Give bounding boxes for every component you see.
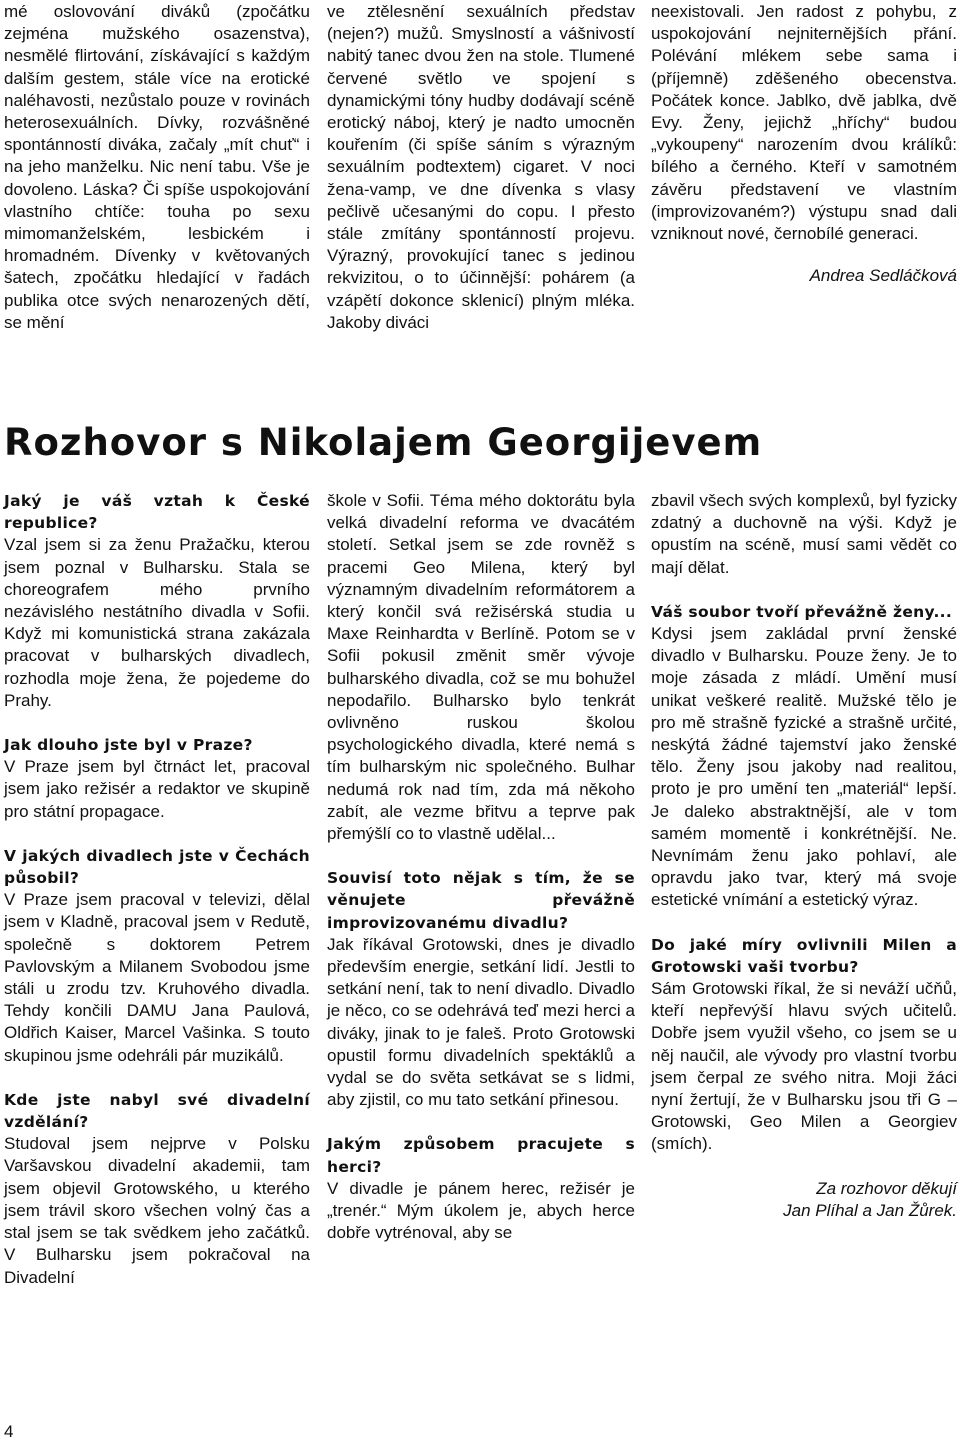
top-article-column-2 xyxy=(327,1,635,334)
article-text: mé oslovování diváků (zpočátku zejména mužského osazenstva), nesmělé flirtování, získávající s každým dalším gestem, stále více na erotické naléhavosti, nezůstalo pouze v rovinách heterosexuálních. Dívky, rozvášněné spontánností diváka, začaly „mít chuť“ i na jeho manželku. Nic není tabu. Vše je dovoleno. Láska? Či spíše uspokojování vlastního chtíče: touha po sexu mimomanželském, lesbickém i hromadném. Dívenky v květovaných šatech, zpočátku hledající v řadách publika otce svých nenarozených dětí, se mění xyxy=(4,2,310,332)
article-text: ve ztělesnění sexuálních představ (nejen?) mužů. Smyslností a vášnivostí nabitý tanec dvou žen na stole. Tlumené červené světlo ve spojení s dynamickými tóny hudby dodávají scéně erotický náboj, který je nadto umocněn kouřením (či spíše sáním s výrazným sexuálním podtextem) cigaret. V noci žena-vamp, ve dne dívenka s vlasy pečlivě učesanými do copu. I přesto stále zmítány spontánností projevu. Výrazný, provokující tanec s jedinou rekvizitou, o to účinnější: pohárem (a vzápětí dokonce sklenicí) plným mléka. Jakoby diváci xyxy=(327,2,635,332)
interview-credit-line-2: Jan Plíhal a Jan Žůrek. xyxy=(783,1200,957,1220)
article-text: neexistovali. Jen radost z pohybu, z uspokojování nejniternějších přání. Polévání mlékem sebe sama i (příjemně) zděšeného obecenstva. Počátek konce. Jablko, dvě jablka, dvě Evy. Ženy, jejichž „hříchy“ budou „vykoupeny“ narozením dvou králíků: bílého a černého. Kteří v samotném závěru představení ve vlastním (improvizovaném?) výstupu snad dali vzniknout nové, černobílé generaci. xyxy=(651,2,957,244)
article-author: Andrea Sedláčková xyxy=(809,266,957,286)
interview-answer: Studoval jsem nejprve v Polsku Varšavskou divadelní akademii, tam jsem objevil Grotowského, u kterého jsem trávil skoro všechen volný čas a stal jsem se tak svědkem jeho začátků. V Bulharsku jsem pokračoval na Divadelní xyxy=(4,1134,310,1287)
interview-column-2 xyxy=(327,490,635,1245)
interview-answer: škole v Sofii. Téma mého doktorátu byla velká divadelní reforma ve dvacátém století. Setkal jsem se zde rovněž s pracemi Geo Milena, který byl významným divadelním reformátorem a který končil svá režisérská studia u Maxe Reinhardta v Berlíně. Potom se v Sofii pokusil změnit směr vývoje bulharského divadla, což se mu bohužel nepodařilo. Bulharsko bylo tenkrát ovlivněno ruskou školou psychologického divadla, které nemá s tím bulharským nic společného. Bulhar nedumá rok nad tím, zda má někoho zabít, ale vezme břitvu a teprve pak přemýšlí co to vlastně udělal... xyxy=(327,491,635,844)
interview-question: Jakým způsobem pracujete s herci? xyxy=(327,1135,635,1176)
interview-question: Kde jste nabyl své divadelní vzdělání? xyxy=(4,1090,310,1132)
interview-answer: Jak říkával Grotowski, dnes je divadlo především energie, setkání lidí. Jestli to setkání není, tak to není divadlo. Divadlo je něco, co se odehrává teď mezi herci a diváky, jinak to je faleš. Proto Grotowski opustil formu divadelních spektáklů a vydal se do světa setkávat se s lidmi, aby zjistil, co mu tato setkání přinesou. xyxy=(327,934,635,1110)
interview-answer: V Praze jsem pracoval v televizi, dělal jsem v Kladně, pracoval jsem v Redutě, společně s doktorem Petrem Pavlovským a Milanem Svobodou jsme stáli u zrodu tzv. Kruhového divadla. Tehdy končili DAMU Jana Paulová, Oldřich Kaiser, Marcel Vašinka. S touto skupinou jsme odehráli pár muzikálů. xyxy=(4,890,310,1065)
interview-column-1 xyxy=(4,490,310,1289)
interview-credit-line-1: Za rozhovor děkují xyxy=(816,1178,957,1198)
interview-answer: V Praze jsem byl čtrnáct let, pracoval jsem jako režisér a redaktor ve skupině pro státní propagace. xyxy=(4,757,310,821)
interview-answer: Sám Grotowski říkal, že si neváží učňů, kteří nepřevýší hlavu svých učitelů. Dobře jsem využil všeho, co jsem se u něj naučil, ale vývody pro vlastní tvorbu jsem čerpal ze svého nitra. Moji žáci nyní žertují, že v Bulharsku jsou tři G – Grotowski, Geo Milen a Georgiev (smích). xyxy=(651,979,957,1154)
interview-question: Souvisí toto nějak s tím, že se věnujete převážně improvizovanému divadlu? xyxy=(327,869,635,932)
interview-answer: V divadle je pánem herec, režisér je „trenér.“ Mým úkolem je, abych herce dobře vytrénoval, aby se xyxy=(327,1178,635,1243)
interview-question: Jaký je váš vztah k České republice? xyxy=(4,492,310,533)
interview-question: V jakých divadlech jste v Čechách působil? xyxy=(4,846,310,888)
top-article-column-1 xyxy=(4,1,310,334)
page-number: 4 xyxy=(4,1422,14,1441)
top-article-column-3 xyxy=(651,1,957,287)
interview-answer: Kdysi jsem zakládal první ženské divadlo v Bulharsku. Pouze ženy. Je to moje zásada z mládí. Umění musí unikat veškeré realitě. Mužské tělo je pro mě strašně fyzické a strašně určité, neskýtá žádné tajemství jako ženské tělo. Ženy jsou jakoby nad realitou, proto je pro umění ten „materiál“ lepší. Je daleko abstraktnější, ale v tom samém momentě i konkrétnější. Ne. Nevnímám ženu jako pohlaví, ale opravdu jako tvar, který má svoje estetické vnímání a estetický výraz. xyxy=(651,624,957,910)
interview-answer: zbavil všech svých komplexů, byl fyzicky zdatný a duchovně na výši. Když je opustím na scéně, musí sami vědět co mají dělat. xyxy=(651,491,957,577)
interview-column-3 xyxy=(651,490,957,1222)
interview-question: Váš soubor tvoří převážně ženy... xyxy=(651,602,953,621)
interview-answer: Vzal jsem si za ženu Pražačku, kterou jsem poznal v Bulharsku. Stala se choreografem mého prvního nezávislého nestátního divadla v Sofii. Když mi komunistická strana zakázala pracovat v bulharských divadlech, rozhodla moje žena, že pojedeme do Prahy. xyxy=(4,535,310,710)
interview-headline: Rozhovor s Nikolajem Georgijevem xyxy=(4,421,763,464)
interview-question: Do jaké míry ovlivnili Milen a Grotowski vaši tvorbu? xyxy=(651,935,957,976)
interview-question: Jak dlouho jste byl v Praze? xyxy=(4,736,253,755)
